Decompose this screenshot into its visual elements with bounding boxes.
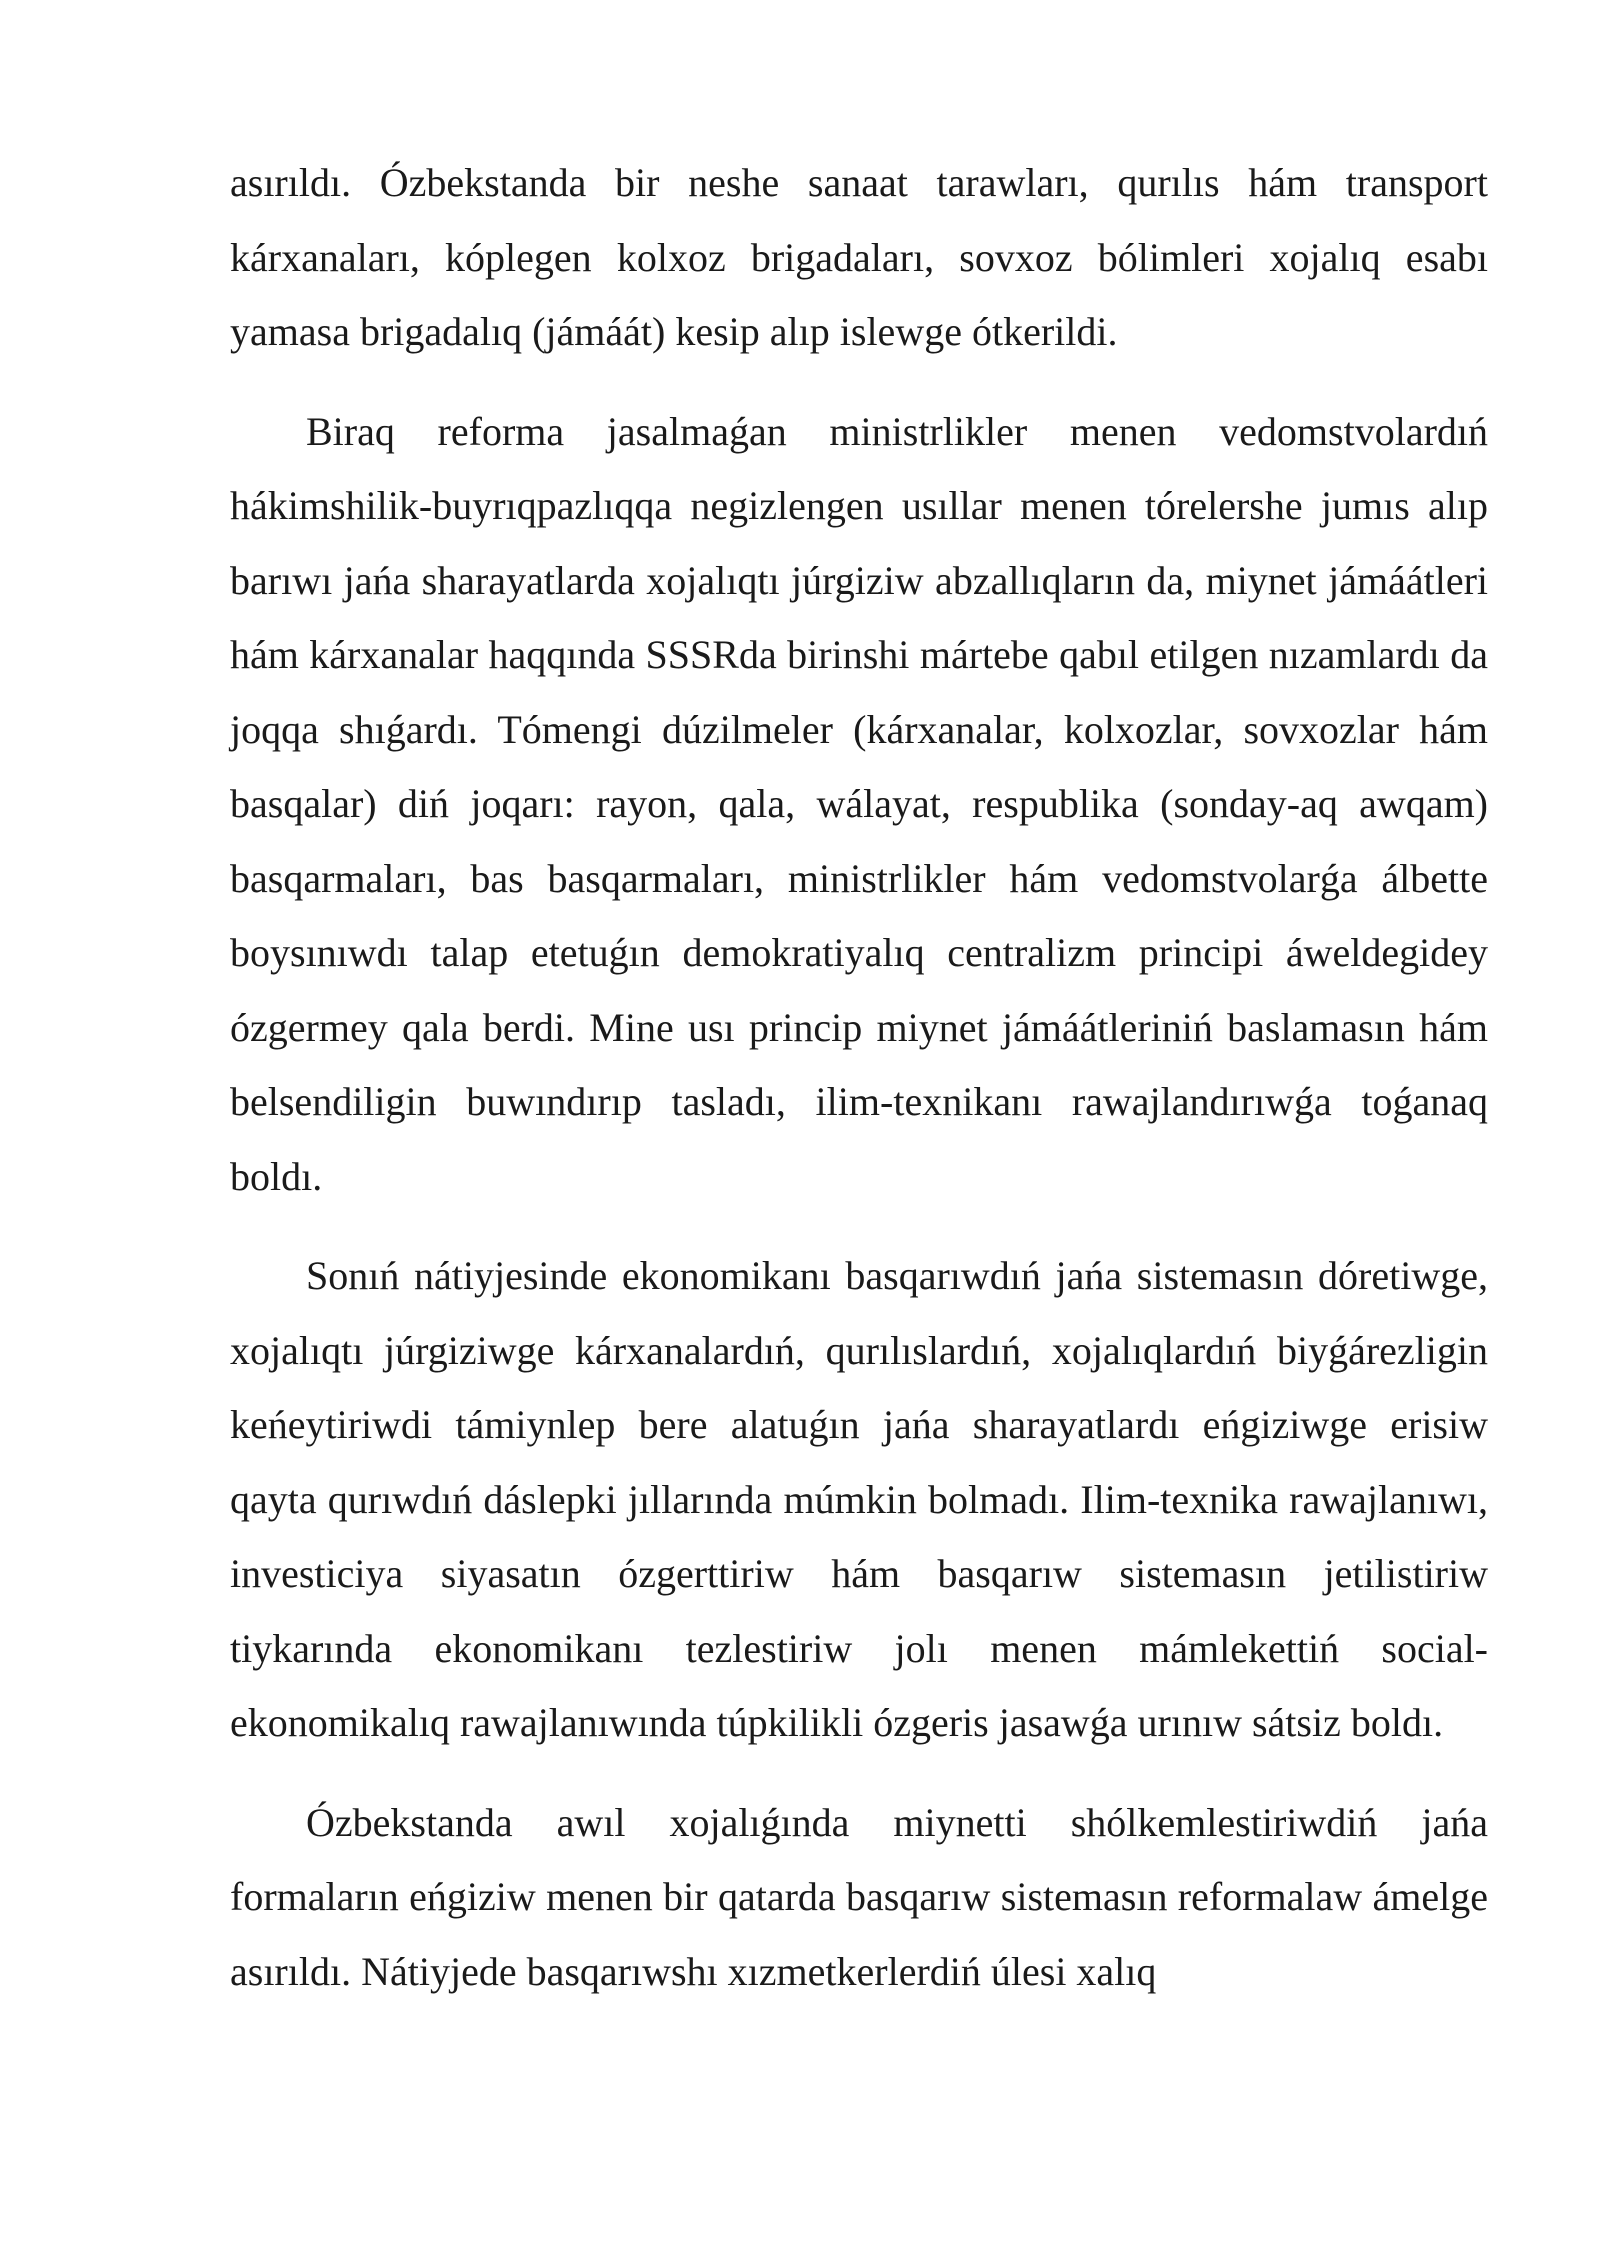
paragraph-results: Sonıń nátiyjesinde ekonomikanı basqarıwdıń jańa sistemasın dóretiwge, xojalıqtı júrgiziwge kárxanalardıń, qurılıslardıń, xojalıqlardıń biyǵárezligin keńeytiriwdi támiynlep bere alatuǵın jańa sharayatlardı eńgiziwge erisiw qayta qurıwdıń dáslepki jıllarında múmkin bolmadı. Ilim-texnika rawajlanıwı, investiciya siyasatın ózgerttiriw hám basqarıw sistemasın jetilistiriw tiykarında ekonomikanı tezlestiriw jolı menen mámlekettiń social-ekonomikalıq rawajlanıwında túpkilikli ózgeris jasawǵa urınıw sátsiz boldı. — [230, 1253, 1488, 1745]
document-body — [230, 146, 1488, 2034]
paragraph-agriculture: Ózbekstanda awıl xojalıǵında miynetti shólkemlestiriwdiń jańa formaların eńgiziw menen bir qatarda basqarıw sistemasın reformalaw ámelge asırıldı. Nátiyjede basqarıwshı xızmetkerlerdiń úlesi xalıq — [230, 1799, 1488, 1994]
paragraph-continuation: asırıldı. Ózbekstanda bir neshe sanaat tarawları, qurılıs hám transport kárxanaları, kóplegen kolxoz brigadaları, sovxoz bólimleri xojalıq esabı yamasa brigadalıq (jámáát) kesip alıp islewge ótkerildi. — [230, 160, 1488, 354]
paragraph-reform-ministries: Biraq reforma jasalmaǵan ministrlikler menen vedomstvolardıń hákimshilik-buyrıqpazlıqqa negizlengen usıllar menen tórelershe jumıs alıp barıwı jańa sharayatlarda xojalıqtı júrgiziw abzallıqların da, miynet jámáátleri hám kárxanalar haqqında SSSRda birinshi mártebe qabıl etilgen nızamlardı da joqqa shıǵardı. Tómengi dúzilmeler (kárxanalar, kolxozlar, sovxozlar hám basqalar) diń joqarı: rayon, qala, wálayat, respublika (sonday-aq awqam) basqarmaları, bas basqarmaları, ministrlikler hám vedomstvolarǵa álbette boysınıwdı talap etetuǵın demokratiyalıq centralizm principi áweldegidey ózgermey qala berdi. Mine usı princip miynet jámáátleriniń baslamasın hám belsendiligin buwındırıp tasladı, ilim-texnikanı rawajlandırıwǵa toǵanaq boldı. — [230, 408, 1488, 1199]
